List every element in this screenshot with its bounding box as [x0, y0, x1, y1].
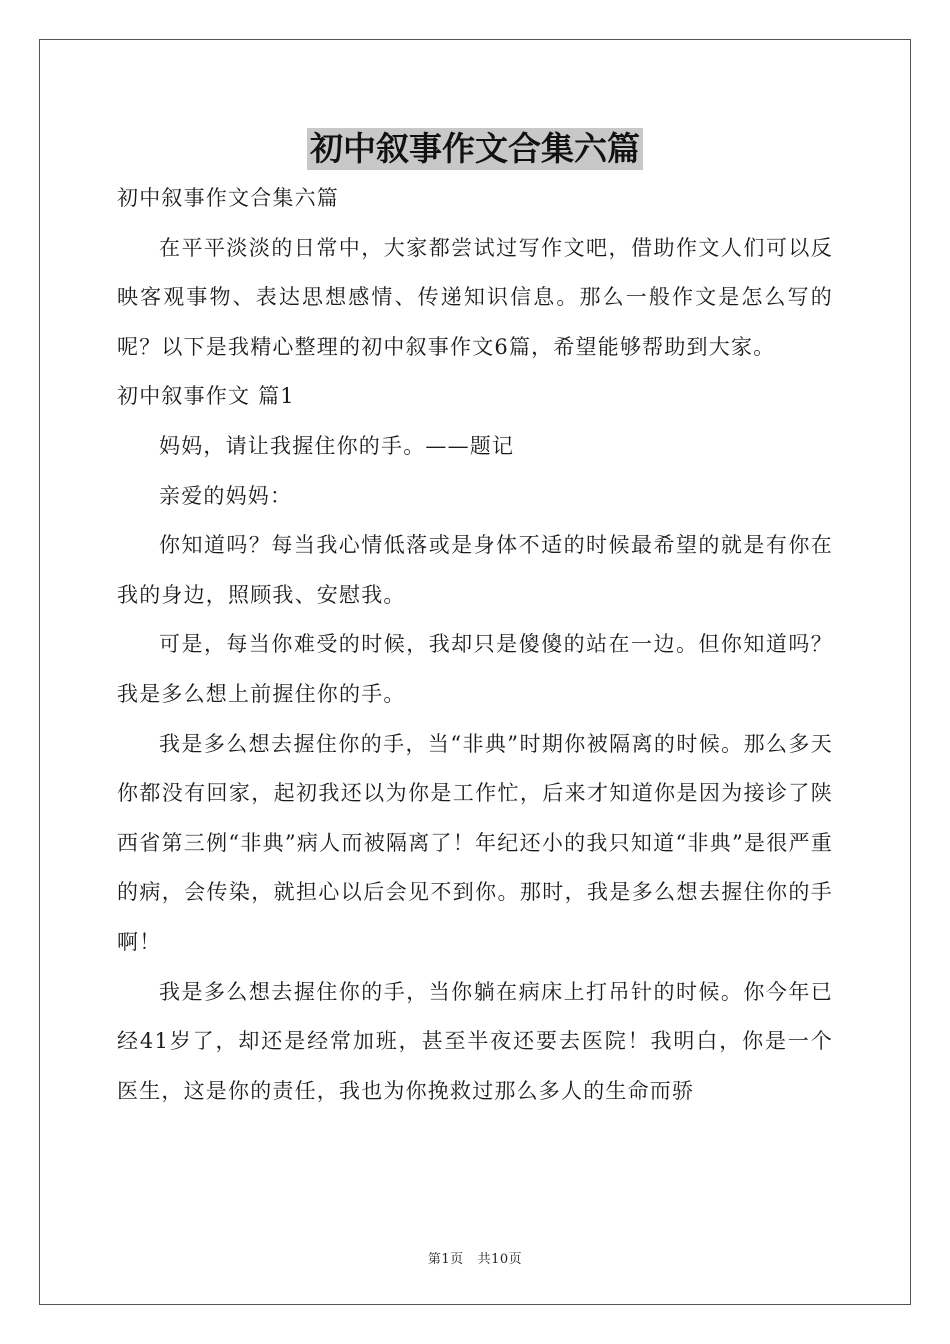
body-paragraph: 我是多么想去握住你的手，当“非典”时期你被隔离的时候。那么多天你都没有回家，起初我还以为你是工作忙，后来才知道你是因为接诊了陕西省第三例“非典”病人而被隔离了！年纪还小的我只知道“非典”是很严重的病，会传染，就担心以后会见不到你。那时，我是多么想去握住你的手啊！ — [117, 731, 833, 954]
body-paragraph: 可是，每当你难受的时候，我却只是傻傻的站在一边。但你知道吗？我是多么想上前握住你的手。 — [117, 632, 833, 706]
page-number: 第1页 — [427, 1252, 464, 1267]
section-heading: 初中叙事作文 篇1 — [117, 384, 295, 409]
salutation-paragraph: 亲爱的妈妈： — [159, 483, 293, 508]
epigraph-paragraph: 妈妈，请让我握住你的手。——题记 — [159, 433, 515, 458]
body-paragraph: 你知道吗？每当我心情低落或是身体不适的时候最希望的就是有你在我的身边，照顾我、安慰我。 — [117, 533, 833, 607]
document-title: 初中叙事作文合集六篇 — [307, 128, 643, 170]
page-total: 共10页 — [477, 1252, 523, 1267]
title-container — [0, 128, 950, 170]
intro-paragraph: 在平平淡淡的日常中，大家都尝试过写作文吧，借助作文人们可以反映客观事物、表达思想感情、传递知识信息。那么一般作文是怎么写的呢？以下是我精心整理的初中叙事作文6篇，希望能够帮助到大家。 — [117, 235, 833, 359]
document-body — [117, 174, 833, 1116]
subtitle-line: 初中叙事作文合集六篇 — [117, 186, 339, 210]
page-footer — [0, 1248, 950, 1267]
body-paragraph: 我是多么想去握住你的手，当你躺在病床上打吊针的时候。你今年已经41岁了，却还是经常加班，甚至半夜还要去医院！我明白，你是一个医生，这是你的责任，我也为你挽救过那么多人的生命而骄 — [117, 979, 833, 1103]
